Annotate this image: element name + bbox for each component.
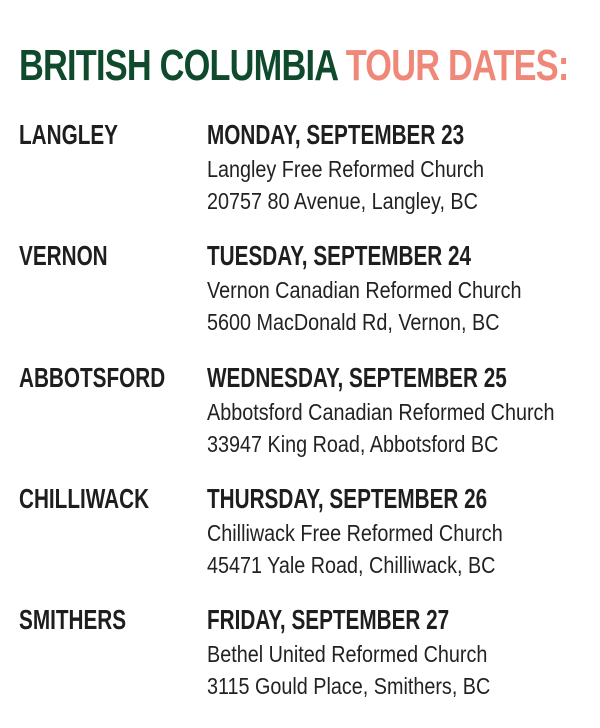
tour-city: SMITHERS (19, 604, 127, 635)
tour-venue: Vernon Canadian Reformed Church (207, 277, 522, 303)
title-province: BRITISH COLUMBIA (19, 41, 337, 90)
tour-entry-chilliwack (19, 485, 589, 595)
tour-city: ABBOTSFORD (19, 362, 166, 393)
tour-entry-vernon (19, 242, 589, 352)
tour-entry-smithers (19, 606, 589, 716)
tour-date: TUESDAY, SEPTEMBER 24 (207, 240, 472, 271)
tour-venue: Chilliwack Free Reformed Church (207, 520, 503, 546)
tour-date: FRIDAY, SEPTEMBER 27 (207, 604, 450, 635)
tour-date: WEDNESDAY, SEPTEMBER 25 (207, 362, 507, 393)
tour-entry-langley (19, 121, 589, 231)
tour-date: THURSDAY, SEPTEMBER 26 (207, 483, 488, 514)
tour-address: 5600 MacDonald Rd, Vernon, BC (207, 309, 500, 335)
tour-venue: Abbotsford Canadian Reformed Church (207, 399, 555, 425)
tour-venue: Langley Free Reformed Church (207, 156, 485, 182)
tour-entry-abbotsford (19, 364, 589, 474)
tour-date: MONDAY, SEPTEMBER 23 (207, 119, 465, 150)
tour-address: 3115 Gould Place, Smithers, BC (207, 673, 491, 699)
page-title (19, 41, 569, 90)
tour-city: CHILLIWACK (19, 483, 150, 514)
tour-address: 20757 80 Avenue, Langley, BC (207, 188, 478, 214)
tour-address: 45471 Yale Road, Chilliwack, BC (207, 552, 496, 578)
tour-city: LANGLEY (19, 119, 118, 150)
title-tour-dates: TOUR DATES: (345, 41, 569, 90)
tour-city: VERNON (19, 240, 108, 271)
tour-venue: Bethel United Reformed Church (207, 641, 488, 667)
tour-address: 33947 King Road, Abbotsford BC (207, 431, 499, 457)
